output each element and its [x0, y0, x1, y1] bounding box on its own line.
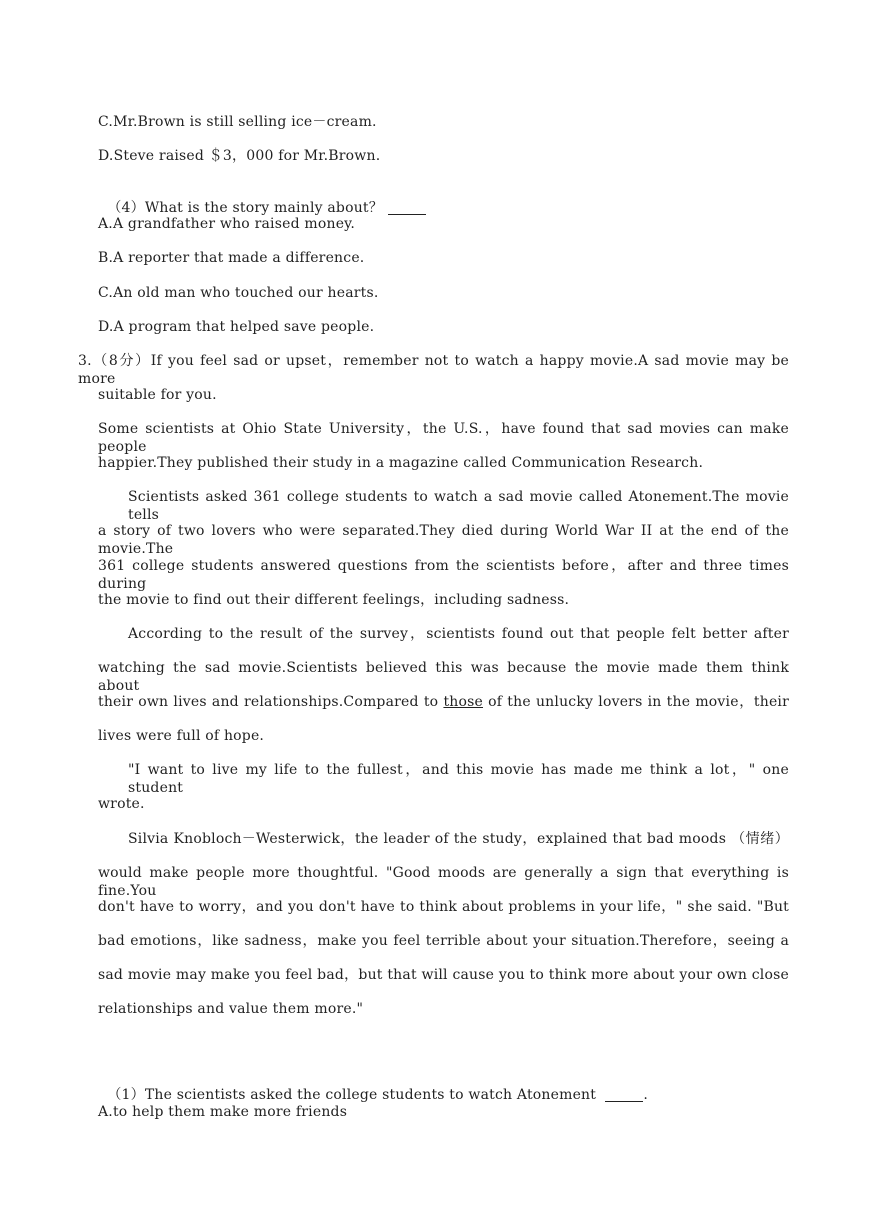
q4-option-d: D.A program that helped save people.: [98, 319, 375, 335]
p5-line3: don't have to worry，and you don't have to think about problems in your life，" she said. "But: [98, 899, 789, 915]
answer-blank[interactable]: [605, 1087, 643, 1102]
q1-stem-end: .: [643, 1087, 649, 1103]
q4-option-b: B.A reporter that made a difference.: [98, 250, 365, 266]
prev-option-d: D.Steve raised ＄3，000 for Mr.Brown.: [98, 148, 381, 164]
q4-option-c: C.An old man who touched our hearts.: [98, 285, 379, 301]
p3-line3-before: their own lives and relationships.Compared to: [98, 694, 444, 710]
p5-line2: would make people more thoughtful. "Good moods are generally a sign that everything is fine.You: [98, 865, 789, 899]
p3-line4: lives were full of hope.: [98, 728, 265, 744]
p3-line2: watching the sad movie.Scientists believed this was because the movie made them think about: [98, 660, 789, 694]
q4-option-a: A.A grandfather who raised money.: [98, 216, 356, 232]
p1-line1: Some scientists at Ohio State University，the U.S.，have found that sad movies can make people: [98, 421, 789, 455]
prev-option-c: C.Mr.Brown is still selling ice－cream.: [98, 114, 377, 130]
q1-stem: [98, 1068, 648, 1104]
q4-stem: [98, 181, 426, 217]
p3-line3: [98, 693, 789, 711]
p3-line1: According to the result of the survey，scientists found out that people felt better after: [128, 626, 789, 642]
answer-blank[interactable]: [388, 200, 426, 215]
p1-line2: happier.They published their study in a magazine called Communication Research.: [98, 455, 704, 471]
q3-header-line2: suitable for you.: [98, 387, 217, 403]
p2-line2: a story of two lovers who were separated.They died during World War II at the end of the movie.The: [98, 523, 789, 557]
p2-line1: Scientists asked 361 college students to watch a sad movie called Atonement.The movie tells: [128, 489, 789, 523]
q1-stem-text: （1）The scientists asked the college students to watch Atonement: [107, 1087, 606, 1103]
p2-line3: 361 college students answered questions from the scientists before，after and three times during: [98, 558, 789, 592]
p3-line3-after: of the unlucky lovers in the movie，their: [482, 694, 789, 710]
q4-stem-text: （4）What is the story mainly about？: [107, 200, 383, 216]
p5-line6: relationships and value them more.": [98, 1001, 364, 1017]
p5-line1: Silvia Knobloch－Westerwick，the leader of the study，explained that bad moods （情绪）: [128, 831, 789, 847]
p2-line4: the movie to find out their different feelings，including sadness.: [98, 592, 570, 608]
q1-option-a: A.to help them make more friends: [98, 1104, 348, 1120]
p5-line4: bad emotions，like sadness，make you feel terrible about your situation.Therefore，seeing a: [98, 933, 789, 949]
underlined-word-those: those: [443, 694, 483, 710]
p5-line5: sad movie may make you feel bad，but that will cause you to think more about your own close: [98, 967, 789, 983]
p4-line2: wrote.: [98, 796, 145, 812]
q3-header-line1: 3.（8分）If you feel sad or upset，remember not to watch a happy movie.A sad movie may be more: [78, 353, 789, 387]
p4-line1: "I want to live my life to the fullest，and this movie has made me think a lot，" one student: [128, 762, 789, 796]
